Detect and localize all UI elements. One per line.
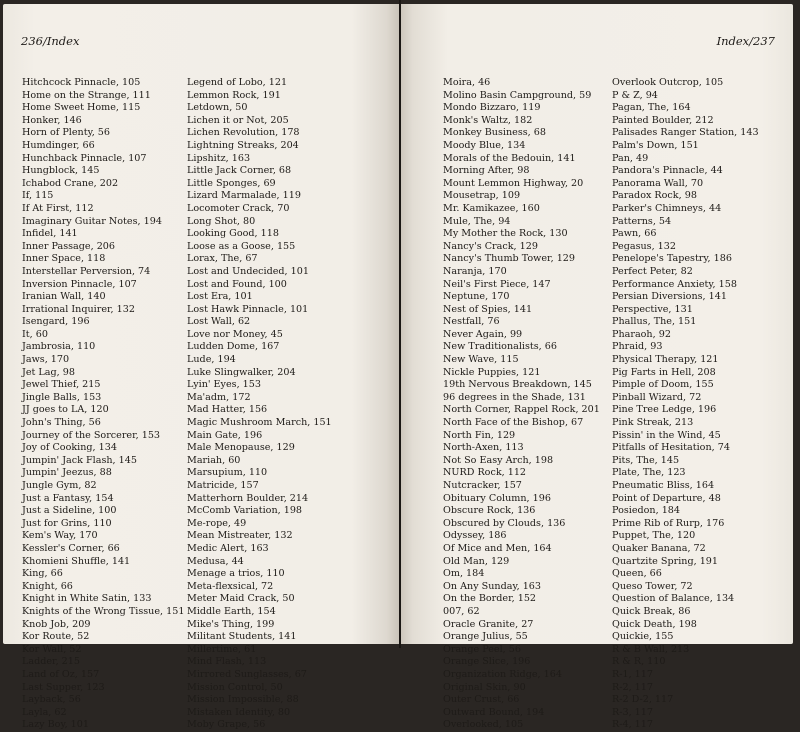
index-entry: Just for Grins, 110 <box>22 517 112 529</box>
index-entry: Overlook Outcrop, 105 <box>612 77 724 88</box>
index-entry: Lorax, The, 67 <box>187 253 258 265</box>
index-entry: Marsupium, 110 <box>187 467 268 479</box>
index-entry: Point of Departure, 48 <box>612 492 721 504</box>
index-entry: Layla, 62 <box>22 706 67 718</box>
index-entry: R & R, 110 <box>612 656 666 668</box>
index-entry: Pharaoh, 92 <box>612 328 671 340</box>
index-entry: Old Man, 129 <box>443 555 510 567</box>
index-entry: North-Axen, 113 <box>443 442 524 454</box>
index-entry: Nancy's Thumb Tower, 129 <box>443 253 576 265</box>
index-entry: Obscure Rock, 136 <box>443 505 536 517</box>
index-entry: Quickie, 155 <box>612 631 674 643</box>
index-entry: Persian Diversions, 141 <box>612 291 727 303</box>
index-entry: Hunchback Pinnacle, 107 <box>22 152 147 164</box>
index-entry: Never Again, 99 <box>443 328 523 340</box>
index-entry: Nancy's Crack, 129 <box>443 240 538 252</box>
index-entry: On the Border, 152 <box>443 593 537 605</box>
index-entry: Loose as a Goose, 155 <box>187 240 296 252</box>
index-entry: If, 115 <box>22 190 54 202</box>
index-entry: If At First, 112 <box>22 202 94 214</box>
index-entry: New Wave, 115 <box>443 354 519 366</box>
index-entry: Jingle Balls, 153 <box>22 391 102 403</box>
index-entry: Performance Anxiety, 158 <box>612 278 737 290</box>
index-entry: Inversion Pinnacle, 107 <box>22 278 137 290</box>
index-entry: Medic Alert, 163 <box>187 542 269 554</box>
index-entry: Jungle Gym, 82 <box>22 480 97 491</box>
index-entry: Molino Basin Campground, 59 <box>443 89 592 101</box>
index-entry: Mirrored Sunglasses, 67 <box>187 668 307 680</box>
index-entry: Mount Lemmon Highway, 20 <box>443 177 584 189</box>
index-entry: 19th Nervous Breakdown, 145 <box>443 379 592 391</box>
index-entry: North Fin, 129 <box>443 429 516 441</box>
index-entry: Patterns, 54 <box>612 215 672 227</box>
index-entry: Jet Lag, 98 <box>22 366 75 378</box>
index-entry: Lichen Revolution, 178 <box>187 127 300 139</box>
index-entry: Nickle Puppies, 121 <box>443 366 541 378</box>
index-entry: Looking Good, 118 <box>187 228 279 240</box>
index-entry: Love nor Money, 45 <box>187 328 283 340</box>
index-entry: Land of Oz, 157 <box>22 668 100 680</box>
index-entry: Pawn, 66 <box>612 228 657 240</box>
index-entry: Menage a trios, 110 <box>187 568 285 580</box>
index-entry: Orange Julius, 55 <box>443 631 528 643</box>
index-entry: Joy of Cooking, 134 <box>22 442 117 454</box>
index-entry: Lost and Found, 100 <box>187 278 287 290</box>
index-entry: Layback, 56 <box>22 694 81 706</box>
index-entry: Outer Crust, 66 <box>443 694 520 706</box>
index-entry: Inner Space, 118 <box>22 253 106 265</box>
index-entry: Moby Grape, 56 <box>187 719 266 731</box>
index-entry: Of Mice and Men, 164 <box>443 542 552 554</box>
index-entry: Ludden Dome, 167 <box>187 341 280 353</box>
index-entry: Pink Streak, 213 <box>612 417 694 429</box>
index-entry: Monkey Business, 68 <box>443 127 546 139</box>
index-entry: Jumpin' Jack Flash, 145 <box>22 454 137 466</box>
index-entry: Perspective, 131 <box>612 303 693 315</box>
index-entry: Moody Blue, 134 <box>443 139 526 151</box>
index-entry: Parker's Chimneys, 44 <box>612 202 722 214</box>
index-entry: Lost Era, 101 <box>187 291 253 303</box>
index-entry: Horn of Plenty, 56 <box>22 127 111 139</box>
index-entry: Lost Wall, 62 <box>187 316 251 328</box>
index-entry: Millertime, 61 <box>187 643 257 655</box>
index-entry: R-4, 117 <box>612 719 653 731</box>
index-entry: Paradox Rock, 98 <box>612 190 697 202</box>
index-entry: Mondo Bizzaro, 119 <box>443 102 541 114</box>
index-entry: Kem's Way, 170 <box>22 530 98 542</box>
left-page-column-2 <box>187 77 332 732</box>
left-page-column-1 <box>22 77 184 732</box>
index-entry: Quartzite Spring, 191 <box>612 555 719 567</box>
index-entry: Mission Impossible, 88 <box>187 694 299 706</box>
left-running-head: 236/Index <box>21 34 80 48</box>
index-entry: Moira, 46 <box>443 77 491 88</box>
index-entry: Just a Fantasy, 154 <box>22 492 114 504</box>
index-entry: Main Gate, 196 <box>187 429 263 441</box>
index-entry: 96 degrees in the Shade, 131 <box>443 391 586 403</box>
index-entry: Quaker Banana, 72 <box>612 542 706 554</box>
index-entry: Lightning Streaks, 204 <box>187 139 299 151</box>
index-entry: Medusa, 44 <box>187 555 244 567</box>
index-entry: Me-rope, 49 <box>187 517 247 529</box>
index-entry: Pegasus, 132 <box>612 240 676 252</box>
index-entry: Knights of the Wrong Tissue, 151 <box>22 605 185 617</box>
index-entry: Neptune, 170 <box>443 291 510 303</box>
index-entry: Middle Earth, 154 <box>187 605 276 617</box>
index-entry: Lazy Boy, 101 <box>22 719 89 731</box>
index-entry: Interstellar Perversion, 74 <box>22 265 151 277</box>
index-entry: Organization Ridge, 164 <box>443 668 562 680</box>
index-entry: JJ goes to LA, 120 <box>22 404 109 416</box>
index-entry: Kor Route, 52 <box>22 631 90 643</box>
index-entry: Lost and Undecided, 101 <box>187 265 309 277</box>
right-page-column-2 <box>612 77 759 732</box>
index-entry: Kor Wall, 52 <box>22 643 82 655</box>
index-entry: Morning After, 98 <box>443 165 530 177</box>
index-entry: Prime Rib of Rurp, 176 <box>612 517 725 529</box>
index-entry: Pagan, The, 164 <box>612 102 691 114</box>
index-entry: Plate, The, 123 <box>612 467 686 479</box>
index-entry: Palm's Down, 151 <box>612 139 699 151</box>
index-entry: Pig Farts in Hell, 208 <box>612 366 716 378</box>
index-entry: Puppet, The, 120 <box>612 530 696 542</box>
index-entry: Mousetrap, 109 <box>443 190 521 202</box>
index-entry: Male Menopause, 129 <box>187 442 295 454</box>
index-entry: North Corner, Rappel Rock, 201 <box>443 404 600 416</box>
index-entry: Ichabod Crane, 202 <box>22 177 119 189</box>
index-entry: Pine Tree Ledge, 196 <box>612 404 717 416</box>
index-entry: R-1, 117 <box>612 668 653 680</box>
index-entry: Panorama Wall, 70 <box>612 177 704 189</box>
index-entry: Nest of Spies, 141 <box>443 303 533 315</box>
index-entry: Pits, The, 145 <box>612 454 680 466</box>
index-entry: Om, 184 <box>443 568 485 580</box>
index-entry: Painted Boulder, 212 <box>612 114 714 126</box>
index-entry: Jumpin' Jeezus, 88 <box>22 467 112 479</box>
index-entry: Pneumatic Bliss, 164 <box>612 480 715 491</box>
index-entry: Iranian Wall, 140 <box>22 291 106 303</box>
index-entry: Lost Hawk Pinnacle, 101 <box>187 303 309 315</box>
index-entry: Pimple of Doom, 155 <box>612 379 714 391</box>
index-entry: R-3, 117 <box>612 706 653 718</box>
index-entry: Overlooked, 105 <box>443 719 524 731</box>
index-entry: 007, 62 <box>443 605 480 617</box>
index-entry: Mike's Thing, 199 <box>187 618 275 630</box>
index-entry: Isengard, 196 <box>22 316 90 328</box>
index-entry: Mistaken Identity, 80 <box>187 706 291 718</box>
index-entry: R-2, 117 <box>612 681 653 693</box>
index-entry: Penelope's Tapestry, 186 <box>612 253 732 265</box>
index-entry: King, 66 <box>22 568 63 580</box>
index-entry: Pan, 49 <box>612 152 649 164</box>
index-entry: Meter Maid Crack, 50 <box>187 593 295 605</box>
index-entry: Militant Students, 141 <box>187 631 297 643</box>
index-entry: Last Supper, 123 <box>22 681 105 693</box>
index-entry: Jewel Thief, 215 <box>22 379 101 391</box>
index-entry: McComb Variation, 198 <box>187 505 303 517</box>
index-entry: NURD Rock, 112 <box>443 467 527 479</box>
index-entry: Little Jack Corner, 68 <box>187 165 292 177</box>
index-entry: Kessler's Corner, 66 <box>22 542 120 554</box>
index-entry: On Any Sunday, 163 <box>443 580 542 592</box>
index-entry: Pitfalls of Hesitation, 74 <box>612 442 730 454</box>
index-entry: Legend of Lobo, 121 <box>187 77 288 88</box>
index-entry: North Face of the Bishop, 67 <box>443 417 584 429</box>
right-page <box>401 4 793 731</box>
index-entry: Neil's First Piece, 147 <box>443 278 551 290</box>
index-entry: Pinball Wizard, 72 <box>612 391 702 403</box>
index-entry: Phraid, 93 <box>612 341 663 353</box>
index-entry: Infidel, 141 <box>22 228 78 240</box>
index-entry: Lizard Marmalade, 119 <box>187 190 301 202</box>
index-entry: Obituary Column, 196 <box>443 492 551 504</box>
index-entry: It, 60 <box>22 328 48 340</box>
index-entry: Nutcracker, 157 <box>443 480 522 491</box>
right-page-column-1 <box>443 77 600 732</box>
index-entry: New Traditionalists, 66 <box>443 341 557 353</box>
index-entry: Mariah, 60 <box>187 454 241 466</box>
index-entry: Imaginary Guitar Notes, 194 <box>22 215 162 227</box>
index-entry: Pissin' in the Wind, 45 <box>612 429 721 441</box>
index-entry: Lemmon Rock, 191 <box>187 89 281 101</box>
index-entry: Hitchcock Pinnacle, 105 <box>22 77 141 88</box>
index-entry: Quick Break, 86 <box>612 605 691 617</box>
index-entry: Lipshitz, 163 <box>187 152 251 164</box>
right-running-head: Index/237 <box>716 34 775 48</box>
index-entry: Perfect Peter, 82 <box>612 265 693 277</box>
index-entry: Home on the Strange, 111 <box>22 89 151 101</box>
index-entry: Lyin' Eyes, 153 <box>187 379 261 391</box>
index-entry: Ma'adm, 172 <box>187 391 251 403</box>
index-entry: Odyssey, 186 <box>443 530 507 542</box>
index-entry: Obscured by Clouds, 136 <box>443 517 566 529</box>
index-entry: Jambrosia, 110 <box>22 341 96 353</box>
index-entry: Jaws, 170 <box>22 354 70 366</box>
left-page <box>3 4 399 731</box>
index-entry: My Mother the Rock, 130 <box>443 228 568 240</box>
index-entry: Letdown, 50 <box>187 102 248 114</box>
index-entry: P & Z, 94 <box>612 89 658 101</box>
index-entry: Quick Death, 198 <box>612 618 697 630</box>
index-entry: Posiedon, 184 <box>612 505 681 517</box>
index-entry: Little Sponges, 69 <box>187 177 276 189</box>
index-entry: John's Thing, 56 <box>22 417 101 429</box>
index-entry: Meta-flexsical, 72 <box>187 580 274 592</box>
index-entry: Khomieni Shuffle, 141 <box>22 555 131 567</box>
index-entry: Mr. Kamikazee, 160 <box>443 202 540 214</box>
index-entry: Morals of the Bedouin, 141 <box>443 152 576 164</box>
index-entry: R-2 D-2, 117 <box>612 694 674 706</box>
index-entry: Journey of the Sorcerer, 153 <box>22 429 161 441</box>
index-entry: Mean Mistreater, 132 <box>187 530 293 542</box>
index-entry: Mule, The, 94 <box>443 215 511 227</box>
index-entry: Home Sweet Home, 115 <box>22 102 141 114</box>
index-entry: Queso Tower, 72 <box>612 580 693 592</box>
index-entry: Monk's Waltz, 182 <box>443 114 533 126</box>
index-entry: Orange Peel, 56 <box>443 643 521 655</box>
index-entry: Question of Balance, 134 <box>612 593 735 605</box>
index-entry: R & B Wall, 213 <box>612 643 690 655</box>
index-entry: Pandora's Pinnacle, 44 <box>612 165 723 177</box>
index-entry: Magic Mushroom March, 151 <box>187 417 332 429</box>
index-entry: Not So Easy Arch, 198 <box>443 454 554 466</box>
index-entry: Lude, 194 <box>187 354 236 366</box>
index-entry: Inner Passage, 206 <box>22 240 116 252</box>
index-entry: Mad Hatter, 156 <box>187 404 268 416</box>
index-entry: Matricide, 157 <box>187 480 259 491</box>
index-entry: Long Shot, 80 <box>187 215 256 227</box>
index-entry: Locomoter Crack, 70 <box>187 202 290 214</box>
index-entry: Phallus, The, 151 <box>612 316 697 328</box>
index-entry: Knight in White Satin, 133 <box>22 593 152 605</box>
index-entry: Humdinger, 66 <box>22 139 95 151</box>
index-entry: Mind Flash, 113 <box>187 656 267 668</box>
index-entry: Outward Bound, 194 <box>443 706 545 718</box>
index-entry: Hungblock, 145 <box>22 165 100 177</box>
index-entry: Luke Slingwalker, 204 <box>187 366 296 378</box>
index-entry: Queen, 66 <box>612 568 662 580</box>
index-entry: Knob Job, 209 <box>22 618 91 630</box>
index-entry: Irrational Inquirer, 132 <box>22 303 135 315</box>
index-entry: Lichen it or Not, 205 <box>187 114 289 126</box>
index-entry: Mission Control, 50 <box>187 681 283 693</box>
index-entry: Nestfall, 76 <box>443 316 500 328</box>
index-entry: Ladder, 215 <box>22 656 80 668</box>
index-entry: Original Skin, 90 <box>443 681 526 693</box>
index-entry: Matterhorn Boulder, 214 <box>187 492 309 504</box>
index-entry: Orange Slice, 196 <box>443 656 531 668</box>
index-entry: Oracle Granite, 27 <box>443 618 534 630</box>
index-entry: Honker, 146 <box>22 114 82 126</box>
index-entry: Naranja, 170 <box>443 265 507 277</box>
index-entry: Just a Sideline, 100 <box>22 505 117 517</box>
index-entry: Physical Therapy, 121 <box>612 354 719 366</box>
index-entry: Palisades Ranger Station, 143 <box>612 127 759 139</box>
index-entry: Knight, 66 <box>22 580 73 592</box>
